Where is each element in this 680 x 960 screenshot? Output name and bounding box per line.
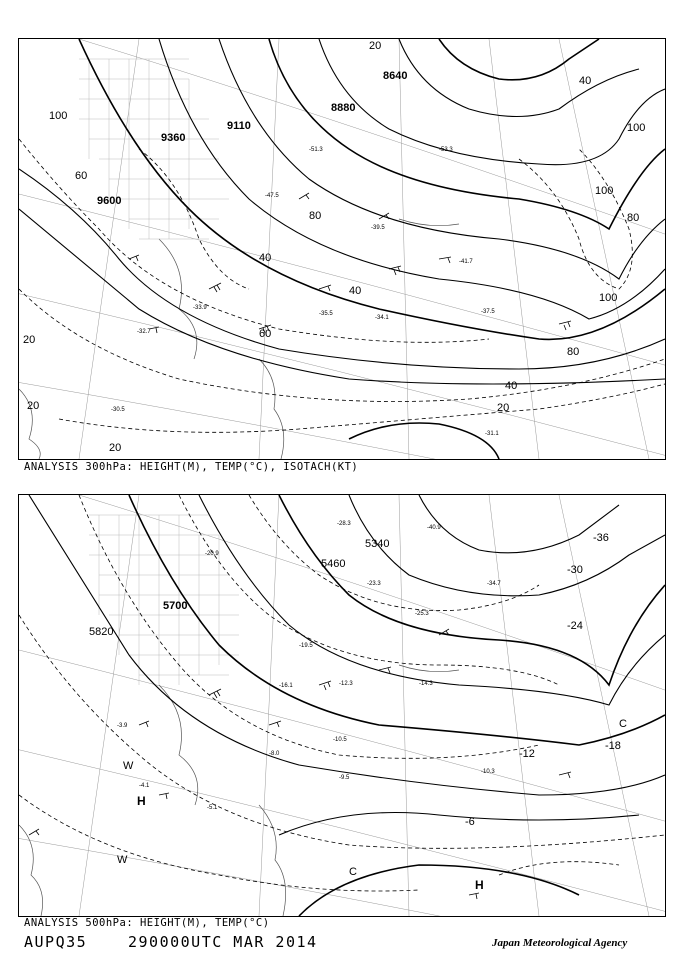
isotach-label: 60 — [75, 170, 88, 182]
temp-plot: -33.9 — [193, 305, 207, 311]
temp-plot: -8.0 — [269, 751, 280, 757]
height-label: 5820 — [89, 626, 114, 638]
analysis-500hpa-map — [18, 494, 666, 917]
temp-plot: -25.3 — [415, 611, 429, 617]
analysis-300hpa-map — [18, 38, 666, 460]
isotach-label: 20 — [369, 40, 382, 52]
temp-plot: -31.1 — [485, 431, 499, 437]
temp-plot: -12.3 — [339, 681, 353, 687]
warm-center-symbol: W — [123, 760, 134, 772]
temp-plot: -19.5 — [299, 643, 313, 649]
isotach-label: 20 — [23, 334, 36, 346]
temp-plot: -30.5 — [111, 407, 125, 413]
isotach-contours — [19, 139, 665, 432]
isotherm-label: -24 — [567, 620, 583, 632]
temp-plot: -39.5 — [371, 225, 385, 231]
cold-center-symbol: C — [349, 866, 357, 878]
isotach-label: 80 — [309, 210, 322, 222]
isotach-label: 60 — [259, 328, 272, 340]
height-labels — [89, 538, 389, 638]
isotherm-label: -12 — [519, 748, 535, 760]
isotach-label: 100 — [49, 110, 68, 122]
high-center-symbol: H — [137, 794, 146, 808]
isotach-label: 80 — [627, 212, 640, 224]
temp-plot: -41.7 — [459, 259, 473, 265]
temp-plot: -23.3 — [367, 581, 381, 587]
isotherm-label: -6 — [465, 816, 475, 828]
warm-center-symbol: W — [117, 854, 128, 866]
height-contours — [29, 495, 665, 916]
temp-plot: -16.1 — [279, 683, 293, 689]
temp-plot: -4.1 — [139, 783, 150, 789]
height-label: 9360 — [161, 132, 186, 144]
isotach-label: 20 — [109, 442, 122, 454]
height-label: 9110 — [227, 120, 251, 132]
temp-plot: -28.3 — [337, 521, 351, 527]
temp-plot: -32.7 — [137, 329, 151, 335]
temp-plot: -40.9 — [427, 525, 441, 531]
isotherm-label: -18 — [605, 740, 621, 752]
caption-500hpa: ANALYSIS 500hPa: HEIGHT(M), TEMP(°C) — [24, 917, 270, 929]
coastline — [19, 665, 459, 916]
height-label: 8880 — [331, 102, 356, 114]
temp-plot: -10.3 — [481, 769, 495, 775]
isotach-label: 40 — [505, 380, 518, 392]
isotach-label: 100 — [627, 122, 646, 134]
isotherm-label: -36 — [593, 532, 609, 544]
isotherm-labels — [465, 532, 621, 828]
temp-plot: -35.5 — [319, 311, 333, 317]
caption-300hpa: ANALYSIS 300hPa: HEIGHT(M), TEMP(°C), ISOTACH(KT) — [24, 461, 359, 473]
high-center-symbol: H — [475, 878, 484, 892]
temp-plot: -51.3 — [309, 147, 323, 153]
temp-plot: -14.3 — [419, 681, 433, 687]
height-label: 9600 — [97, 195, 122, 207]
height-label: 5340 — [365, 538, 390, 550]
height-labels — [97, 70, 407, 207]
map-500hpa-svg — [19, 495, 665, 916]
isotach-label: 40 — [349, 285, 362, 297]
temp-plot: -34.1 — [375, 315, 389, 321]
isotach-label: 100 — [595, 185, 614, 197]
wind-barbs — [129, 193, 571, 333]
cold-center-symbol: C — [619, 718, 627, 730]
isotherm-label: -30 — [567, 564, 583, 576]
temp-plot: -9.5 — [339, 775, 350, 781]
temp-plot: -10.5 — [333, 737, 347, 743]
valid-time: 290000UTC MAR 2014 — [128, 933, 318, 951]
temperature-plots — [117, 521, 501, 811]
isotach-label: 20 — [27, 400, 40, 412]
isotach-label: 20 — [497, 402, 510, 414]
isotach-label: 100 — [599, 292, 618, 304]
height-label: 5460 — [321, 558, 346, 570]
height-label: 8640 — [383, 70, 408, 82]
isotach-label: 40 — [579, 75, 592, 87]
isotach-label: 80 — [567, 346, 580, 358]
temp-plot: -5.1 — [207, 805, 218, 811]
coastline — [19, 219, 459, 459]
isotach-label: 40 — [259, 252, 272, 264]
temp-plot: -34.7 — [487, 581, 501, 587]
height-label: 5700 — [163, 600, 188, 612]
temp-plot: -53.3 — [439, 147, 453, 153]
pressure-centers — [117, 718, 627, 892]
wind-barbs — [29, 629, 571, 899]
temp-plot: -20.9 — [205, 551, 219, 557]
temp-plot: -47.5 — [265, 193, 279, 199]
agency-name: Japan Meteorological Agency — [492, 937, 628, 949]
map-300hpa-svg — [19, 39, 665, 459]
temp-plot: -3.9 — [117, 723, 128, 729]
temp-plot: -37.5 — [481, 309, 495, 315]
isotherm-contours — [19, 495, 665, 891]
chart-code: AUPQ35 — [24, 933, 88, 951]
temperature-plots — [111, 147, 499, 437]
